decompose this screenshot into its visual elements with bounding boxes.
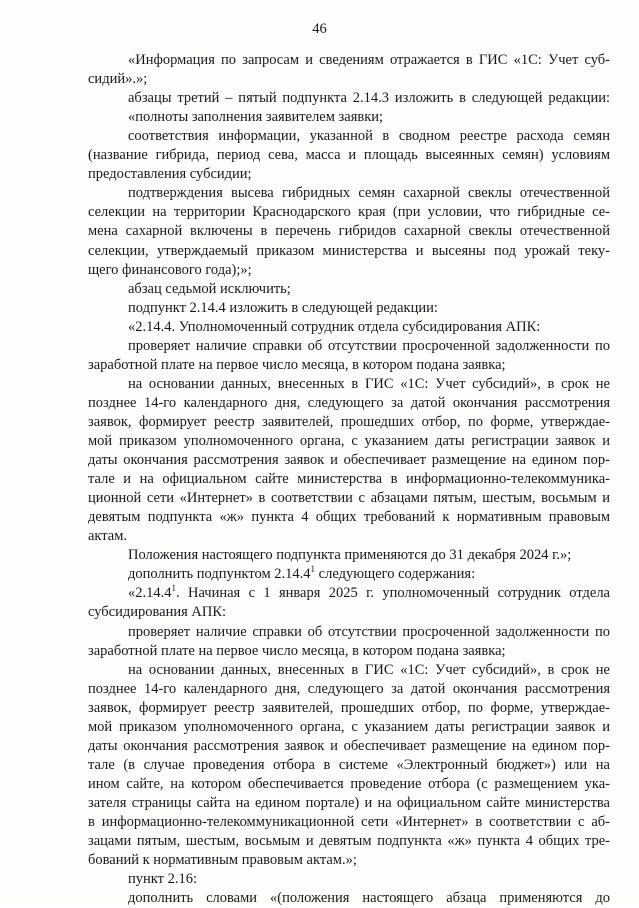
line-text: «Информация по запросам и сведениям отражается в ГИС «1С: Учет суб- — [128, 52, 610, 68]
line-text: селекции на территории Краснодарского края (при условии, что гибридные се- — [88, 204, 610, 221]
text-line — [88, 736, 610, 756]
text-line — [128, 888, 610, 908]
text-line — [88, 831, 610, 851]
text-line — [88, 641, 610, 661]
text-line — [88, 679, 610, 699]
text-line — [88, 602, 610, 622]
text-line — [88, 488, 610, 508]
line-text: на основании данных, внесенных в ГИС «1С: Учет субсидий», в срок не — [128, 375, 610, 392]
line-text-continued: . Начиная с 1 января 2025 г. уполномоченный сотрудник отдела — [176, 585, 610, 602]
line-text: дополнить словами «(положения настоящего абзаца применяются до — [128, 890, 610, 907]
line-text: даты окончания рассмотрения заявок и обеспечивает размещение на едином пор- — [88, 737, 610, 754]
line-text: тале (в случае проведения отбора в системе «Электронный бюджет») или на — [88, 756, 610, 773]
line-text: Положения настоящего подпункта применяются до 31 декабря 2024 г.»; — [128, 547, 572, 564]
line-text: соответствия информации, указанной в сводном реестре расхода семян — [128, 128, 610, 145]
line-text: пункт 2.16: — [128, 871, 197, 888]
text-line — [128, 583, 610, 603]
text-line — [128, 279, 610, 299]
text-line — [88, 221, 610, 241]
text-line — [128, 336, 610, 356]
line-text: абзацы третий – пятый подпункта 2.14.3 изложить в следующей редакции: — [128, 90, 610, 107]
text-line — [88, 774, 610, 794]
text-line — [88, 393, 610, 413]
line-text: сидий».»; — [88, 71, 148, 88]
text-line — [88, 793, 610, 813]
line-text-continued: следующего содержания: — [315, 566, 476, 583]
line-text: позднее 14-го календарного дня, следующего за датой окончания рассмотрения — [88, 680, 610, 697]
text-line — [88, 717, 610, 737]
line-text: актам. — [88, 528, 128, 545]
text-line — [128, 126, 610, 146]
line-text: предоставления субсидии; — [88, 166, 252, 183]
line-text: заработной плате на первое число месяца, в котором подана заявка; — [88, 642, 506, 659]
line-text: субсидирования АПК: — [88, 604, 227, 621]
line-text: на основании данных, внесенных в ГИС «1С: Учет субсидий», в срок не — [128, 661, 610, 678]
line-text: бований к нормативным правовым актам.»; — [88, 852, 357, 869]
line-text: позднее 14-го календарного дня, следующего за датой окончания рассмотрения — [88, 394, 610, 411]
text-line — [88, 507, 610, 527]
line-text: «2.14.4. Уполномоченный сотрудник отдела субсидирования АПК: — [128, 318, 541, 335]
text-line — [88, 850, 610, 870]
line-text: зателя страницы сайта на едином портале) и на официальном сайте министерства — [88, 794, 610, 811]
text-line — [128, 374, 610, 394]
line-text: проверяет наличие справки об отсутствии просроченной задолженности по — [128, 623, 610, 640]
line-text: «полноты заполнения заявителем заявки; — [128, 109, 384, 126]
text-line — [88, 355, 610, 375]
text-line — [128, 107, 610, 127]
text-line — [88, 69, 610, 89]
text-line — [128, 564, 610, 584]
text-line — [88, 202, 610, 222]
text-line — [88, 164, 610, 184]
page-number: 46 — [312, 21, 327, 37]
line-text: селекции, утверждаемый приказом министерства и высеяны под урожай теку- — [88, 242, 610, 259]
text-line — [88, 145, 610, 165]
line-text: заработной плате на первое число месяца, в котором подана заявка; — [88, 356, 506, 373]
text-line — [128, 88, 610, 108]
line-text: заявок, формирует реестр заявителей, прошедших отбор, по форме, утверждае- — [88, 699, 610, 716]
line-text: абзац седьмой исключить; — [128, 280, 291, 297]
text-line — [128, 869, 610, 889]
text-line — [88, 812, 610, 832]
text-line — [88, 450, 610, 470]
text-line — [128, 660, 610, 680]
line-text: ином сайте, на котором обеспечивается проведение отбора (с размещением ука- — [88, 775, 610, 792]
line-text: (название гибрида, период сева, масса и площадь высеянных семян) условиям — [88, 147, 610, 164]
line-text: даты окончания рассмотрения заявок и обеспечивает размещение на едином пор- — [88, 452, 610, 469]
text-line — [128, 622, 610, 642]
text-line — [88, 412, 610, 432]
line-text: мой приказом уполномоченного органа, с указанием даты регистрации заявок и — [88, 433, 610, 449]
line-text: девятым подпункта «ж» пункта 4 общих требований к нормативным правовым — [88, 509, 610, 526]
text-line — [128, 317, 610, 337]
line-text: зацами пятым, шестым, восьмым и девятым подпункта «ж» пункта 4 общих тре- — [88, 833, 610, 850]
line-text: заявок, формирует реестр заявителей, прошедших отбор, по форме, утверждае- — [88, 413, 610, 430]
line-text: ционной сети «Интернет» в соответствии с абзацами пятым, шестым, восьмым и — [88, 490, 610, 507]
superscript: 1 — [310, 564, 316, 575]
text-line — [88, 241, 610, 261]
line-text: подтверждения высева гибридных семян сахарной свеклы отечественной — [128, 185, 610, 202]
superscript: 1 — [171, 583, 176, 594]
line-text: проверяет наличие справки об отсутствии просроченной задолженности по — [128, 337, 610, 354]
text-line — [88, 526, 610, 546]
line-text: «2.14.4 — [128, 585, 172, 602]
line-text: мой приказом уполномоченного органа, с указанием даты регистрации заявок и — [88, 718, 610, 735]
text-line — [88, 469, 610, 489]
text-line — [128, 545, 610, 565]
line-text: дополнить подпунктом 2.14.4 — [128, 566, 311, 583]
text-line — [88, 431, 610, 451]
text-line — [128, 298, 610, 318]
line-text: тале и на официальном сайте министерства в информационно-телекоммуника- — [88, 471, 610, 488]
text-line — [88, 260, 610, 280]
line-text: мена сахарной включены в перечень гибридов сахарной свеклы отечественной — [88, 223, 610, 240]
line-text: в информационно-телекоммуникационной сети «Интернет» в соответствии с аб- — [88, 814, 610, 830]
text-line — [128, 50, 610, 70]
line-text: подпункт 2.14.4 изложить в следующей редакции: — [128, 299, 438, 316]
text-line — [128, 183, 610, 203]
text-line — [88, 755, 610, 775]
line-text: щего финансового года);»; — [88, 261, 252, 278]
text-line — [88, 698, 610, 718]
